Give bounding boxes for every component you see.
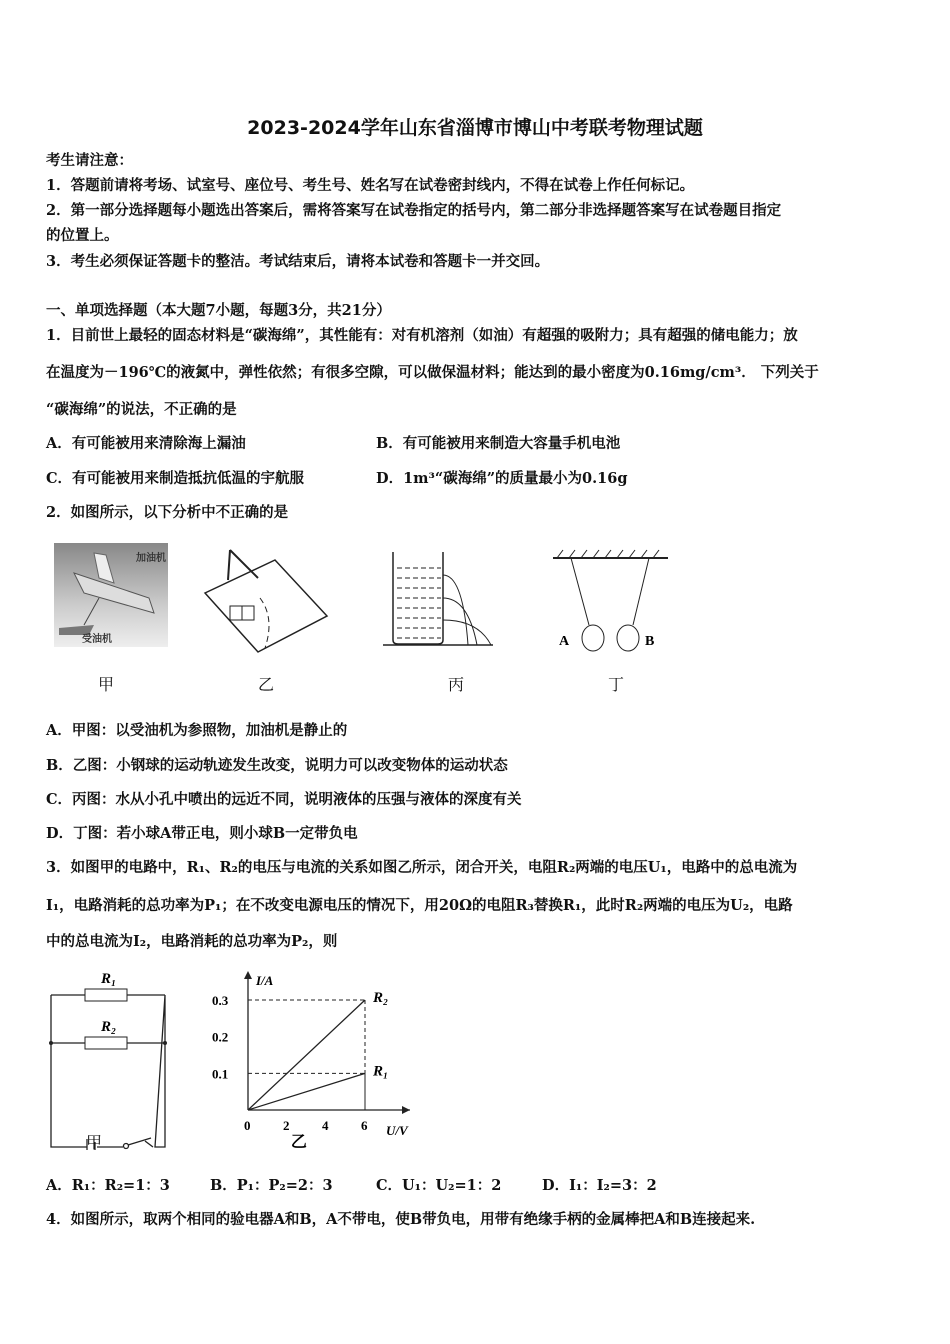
iu-chart xyxy=(210,965,420,1150)
section-heading: 一、单项选择题（本大题7小题，每题3分，共21分） xyxy=(46,302,391,319)
q1-stem: “碳海绵”的说法，不正确的是 xyxy=(46,401,237,418)
refueling-aircraft-image xyxy=(54,543,168,647)
water-container-figure xyxy=(383,550,493,650)
q1-option-c[interactable]: C．有可能被用来制造抵抗低温的宇航服 xyxy=(46,470,305,487)
q2-option-b[interactable]: B．乙图：小钢球的运动轨迹发生改变，说明力可以改变物体的运动状态 xyxy=(46,757,508,774)
figure-caption: 丁 xyxy=(608,675,625,694)
x-axis-label: U/V xyxy=(386,1123,408,1138)
q3-stem: I₁，电路消耗的总功率为P₁；在不改变电源电压的情况下，用20Ω的电阻R₃替换R₁，此时R₂两端的电压为U₂，电路 xyxy=(46,897,793,914)
r2-label: R₂ xyxy=(101,1019,117,1035)
notice-item: 3．考生必须保证答题卡的整洁。考试结束后，请将本试卷和答题卡一并交回。 xyxy=(46,253,550,270)
ball-a-label: A xyxy=(559,634,570,649)
tanker-label: 加油机 xyxy=(136,553,166,564)
q2-option-a[interactable]: A．甲图：以受油机为参照物，加油机是静止的 xyxy=(46,722,348,739)
figure-caption: 乙 xyxy=(258,675,275,694)
y-tick-label: 0.2 xyxy=(212,1029,229,1045)
page-title: 2023-2024学年山东省淄博市博山中考联考物理试题 xyxy=(247,117,703,139)
y-axis-label: I/A xyxy=(256,973,274,988)
inclined-plane-figure xyxy=(200,548,330,658)
series-line xyxy=(248,1000,365,1110)
notice-item: 2．第一部分选择题每小题选出答案后，需将答案写在试卷指定的括号内，第二部分非选择题答案写在试卷题目指定 xyxy=(46,202,782,219)
x-tick-label: 0 xyxy=(244,1118,251,1133)
q3-stem: 3．如图甲的电路中，R₁、R₂的电压与电流的关系如图乙所示，闭合开关，电阻R₂两端的电压U₁，电路中的总电流为 xyxy=(46,859,798,876)
q4-stem: 4．如图所示，取两个相同的验电器A和B，A不带电，使B带负电，用带有绝缘手柄的金属棒把A和B连接起来. xyxy=(46,1211,756,1228)
q2-option-d[interactable]: D．丁图：若小球A带正电，则小球B一定带负电 xyxy=(46,825,358,842)
q3-option-b[interactable]: B．P₁：P₂=2：3 xyxy=(210,1177,333,1194)
series-label: R₁ xyxy=(373,1063,389,1080)
y-tick-label: 0.1 xyxy=(212,1066,229,1082)
receiver-label: 受油机 xyxy=(82,634,112,645)
circuit-diagram xyxy=(45,965,175,1150)
r1-label: R₁ xyxy=(101,971,117,987)
q3-option-d[interactable]: D．I₁：I₂=3：2 xyxy=(542,1177,657,1194)
x-tick-label: 4 xyxy=(322,1118,329,1133)
series-line xyxy=(248,1073,365,1110)
q3-option-c[interactable]: C．U₁：U₂=1：2 xyxy=(376,1177,502,1194)
chart-caption: 乙 xyxy=(290,1134,307,1150)
q1-option-a[interactable]: A．有可能被用来清除海上漏油 xyxy=(46,435,246,452)
circuit-caption: 甲 xyxy=(86,1133,103,1152)
figure-caption: 甲 xyxy=(98,675,115,694)
x-tick-label: 2 xyxy=(283,1118,290,1133)
ball-b-label: B xyxy=(645,634,655,649)
y-tick-label: 0.3 xyxy=(212,993,229,1008)
q1-option-d[interactable]: D．1m³“碳海绵”的质量最小为0.16g xyxy=(376,470,628,487)
q1-stem: 在温度为－196℃的液氮中，弹性依然；有很多空隙，可以做保温材料；能达到的最小密度为0.16mg/cm³． 下列关于 xyxy=(46,364,819,381)
charged-balls-figure xyxy=(553,548,673,653)
q2-option-c[interactable]: C．丙图：水从小孔中喷出的远近不同，说明液体的压强与液体的深度有关 xyxy=(46,791,522,808)
figure-caption: 丙 xyxy=(448,675,465,694)
series-label: R₂ xyxy=(373,990,389,1006)
q3-option-a[interactable]: A．R₁：R₂=1：3 xyxy=(46,1177,170,1194)
q1-option-b[interactable]: B．有可能被用来制造大容量手机电池 xyxy=(376,435,621,452)
x-tick-label: 6 xyxy=(361,1118,368,1133)
notice-item: 的位置上。 xyxy=(46,227,119,244)
notice-heading: 考生请注意： xyxy=(46,152,133,169)
y-axis-arrow xyxy=(244,971,252,979)
q1-stem: 1．目前世上最轻的固态材料是“碳海绵”，其性能有：对有机溶剂（如油）有超强的吸附力；具有超强的储电能力；放 xyxy=(46,327,798,344)
notice-item: 1．答题前请将考场、试室号、座位号、考生号、姓名写在试卷密封线内，不得在试卷上作任何标记。 xyxy=(46,177,695,194)
q2-stem: 2．如图所示，以下分析中不正确的是 xyxy=(46,504,289,521)
q3-stem: 中的总电流为I₂，电路消耗的总功率为P₂，则 xyxy=(46,933,338,950)
x-axis-arrow xyxy=(402,1106,410,1114)
